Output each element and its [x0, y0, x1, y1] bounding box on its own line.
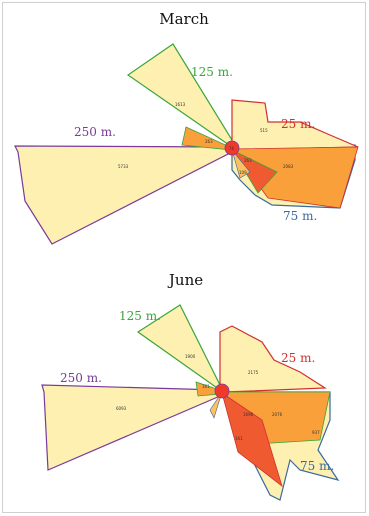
- march-label-25m: 25 m.: [281, 117, 316, 131]
- march-value-label: 76: [229, 146, 235, 151]
- march-value-label: 1613: [175, 102, 186, 107]
- june-value-label: 937: [312, 430, 320, 435]
- june-sector-250m: [42, 385, 220, 470]
- june-label-75m: 75 m.: [300, 459, 335, 473]
- june-center-disk: [215, 384, 229, 398]
- june-value-label: 1696: [243, 412, 254, 417]
- march-label-125m: 125 m.: [191, 65, 233, 79]
- june-value-label: 161: [202, 384, 210, 389]
- march-value-label: 263: [244, 158, 252, 163]
- panel-title-june: June: [168, 271, 204, 289]
- march-label-250m: 250 m.: [74, 125, 116, 139]
- march-value-label: 2083: [283, 164, 294, 169]
- march-value-label: 5733: [118, 164, 129, 169]
- june-value-label: 1900: [185, 354, 196, 359]
- june-label-125m: 125 m.: [119, 309, 161, 323]
- march-label-75m: 75 m.: [283, 209, 318, 223]
- march-value-label: 263: [205, 139, 213, 144]
- june-label-250m: 250 m.: [60, 371, 102, 385]
- june-value-label: 161: [235, 436, 243, 441]
- march-value-label: 109: [239, 170, 247, 175]
- march-sector-250m: [15, 146, 232, 244]
- march-value-label: 515: [260, 128, 268, 133]
- june-value-label: 2076: [272, 412, 283, 417]
- june-value-label: 2175: [248, 370, 259, 375]
- panel-title-march: March: [159, 10, 209, 28]
- june-value-label: 6093: [116, 406, 127, 411]
- june-label-25m: 25 m.: [281, 351, 316, 365]
- march-sector-125m-upper: [128, 44, 232, 147]
